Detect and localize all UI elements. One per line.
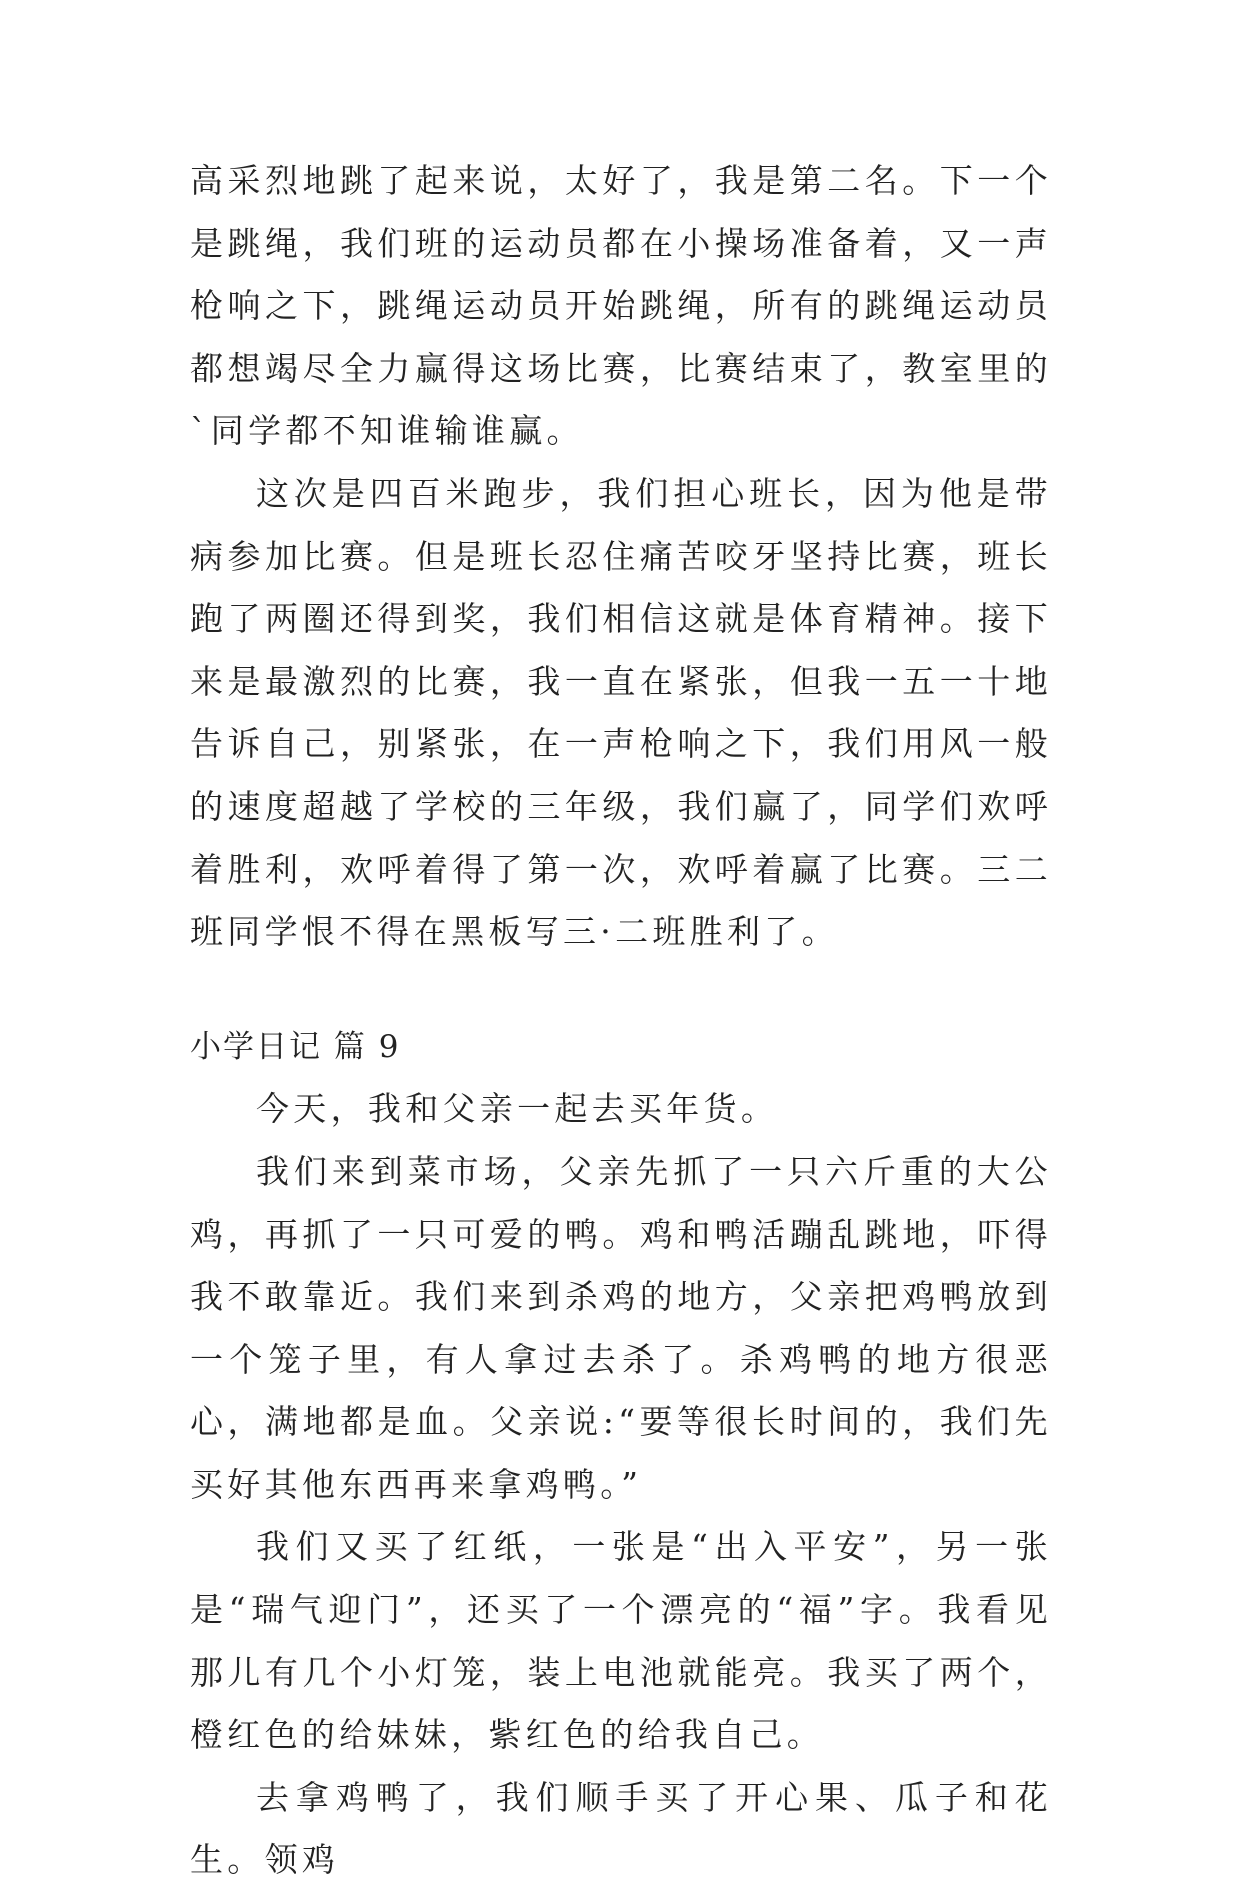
paragraph-four-hundred-meters: 这次是四百米跑步，我们担心班长，因为他是带病参加比赛。但是班长忍住痛苦咬牙坚持比赛，班长跑了两圈还得到奖，我们相信这就是体育精神。接下来是最激烈的比赛，我一直在紧张，但我一五一十地告诉自己，别紧张，在一声枪响之下，我们用风一般的速度超越了学校的三年级，我们赢了，同学们欢呼着胜利，欢呼着得了第一次，欢呼着赢了比赛。三二班同学恨不得在黑板写三·二班胜利了。	[190, 473, 1052, 952]
paragraph-sports-day-continued: 高采烈地跳了起来说，太好了，我是第二名。下一个是跳绳，我们班的运动员都在小操场准备着，又一声枪响之下，跳绳运动员开始跳绳，所有的跳绳运动员都想竭尽全力赢得这场比赛，比赛结束了，教室里的`同学都不知谁输谁赢。	[190, 161, 1052, 451]
paragraph-vegetable-market: 我们来到菜市场，父亲先抓了一只六斤重的大公鸡，再抓了一只可爱的鸭。鸡和鸭活蹦乱跳地，吓得我不敢靠近。我们来到杀鸡的地方，父亲把鸡鸭放到一个笼子里，有人拿过去杀了。杀鸡鸭的地方很恶心，满地都是血。父亲说:“要等很长时间的，我们先买好其他东西再来拿鸡鸭。”	[190, 1151, 1052, 1504]
paragraph-new-year-shopping-intro: 今天，我和父亲一起去买年货。	[256, 1089, 779, 1129]
section-title: 小学日记 篇 9	[190, 1028, 401, 1065]
paragraph-red-paper-lanterns: 我们又买了红纸，一张是“出入平安”，另一张是“瑞气迎门”，还买了一个漂亮的“福”字。我看见那儿有几个小灯笼，装上电池就能亮。我买了两个，橙红色的给妹妹，紫红色的给我自己。	[190, 1527, 1052, 1755]
section-spacer	[190, 964, 1052, 1016]
document-body	[190, 150, 1052, 1892]
paragraph-collect-poultry: 去拿鸡鸭了，我们顺手买了开心果、瓜子和花生。领鸡	[190, 1777, 1052, 1880]
